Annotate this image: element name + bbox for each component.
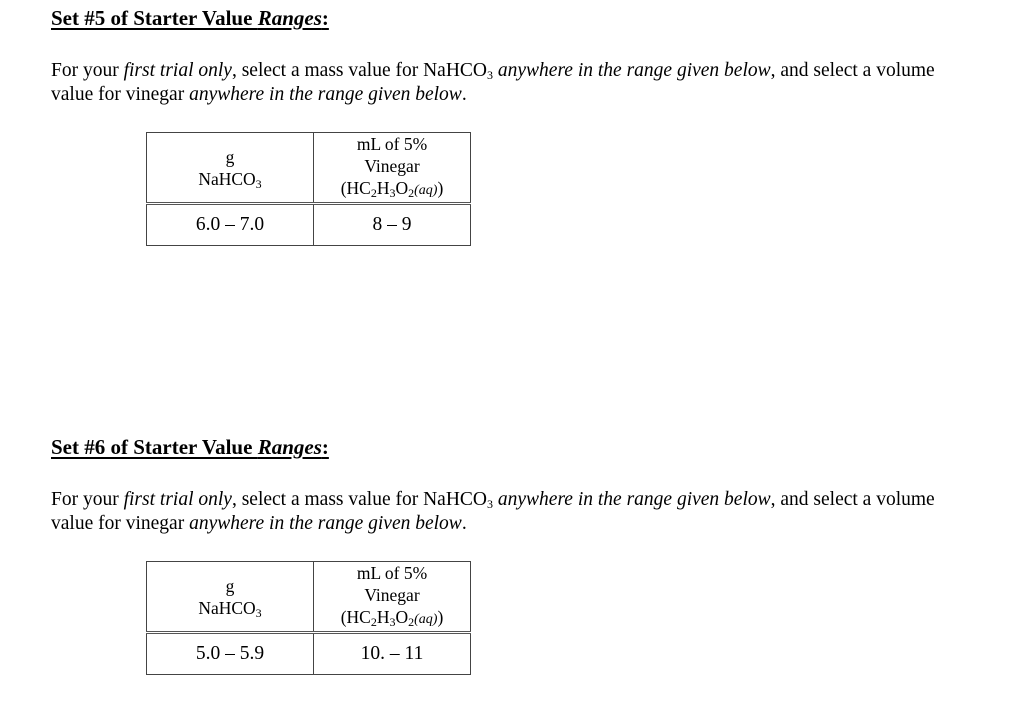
mass-column-header: g NaHCO$_3$	[147, 133, 314, 204]
table-header-row	[147, 133, 471, 204]
mass-range-cell: 5.0 – 5.9	[147, 633, 314, 675]
volume-range-cell: 10. – 11	[314, 633, 471, 675]
set-5-range-table	[146, 132, 471, 246]
set-5-heading: Set #5 of Starter Value Ranges:	[51, 6, 329, 30]
table-header-row	[147, 562, 471, 633]
mass-column-header: g NaHCO$_3$	[147, 562, 314, 633]
mass-range-cell: 6.0 – 7.0	[147, 204, 314, 246]
set-6-heading: Set #6 of Starter Value Ranges:	[51, 435, 329, 459]
set-5-instructions: For your first trial only, select a mass value for NaHCO$_3$ anywhere in the range given below, and select a volume value for vinegar anywhere in the range given below.	[51, 60, 935, 105]
table-row	[147, 633, 471, 675]
set-5-section	[51, 6, 981, 235]
volume-range-cell: 8 – 9	[314, 204, 471, 246]
set-6-range-table	[146, 561, 471, 675]
volume-column-header: mL of 5% Vinegar $(HC_2H_3O_2(aq))$	[314, 133, 471, 204]
volume-column-header: mL of 5% Vinegar $(HC_2H_3O_2(aq))$	[314, 562, 471, 633]
set-6-instructions: For your first trial only, select a mass value for NaHCO$_3$ anywhere in the range given below, and select a volume value for vinegar anywhere in the range given below.	[51, 489, 935, 534]
table-row	[147, 204, 471, 246]
set-6-section	[51, 435, 981, 664]
